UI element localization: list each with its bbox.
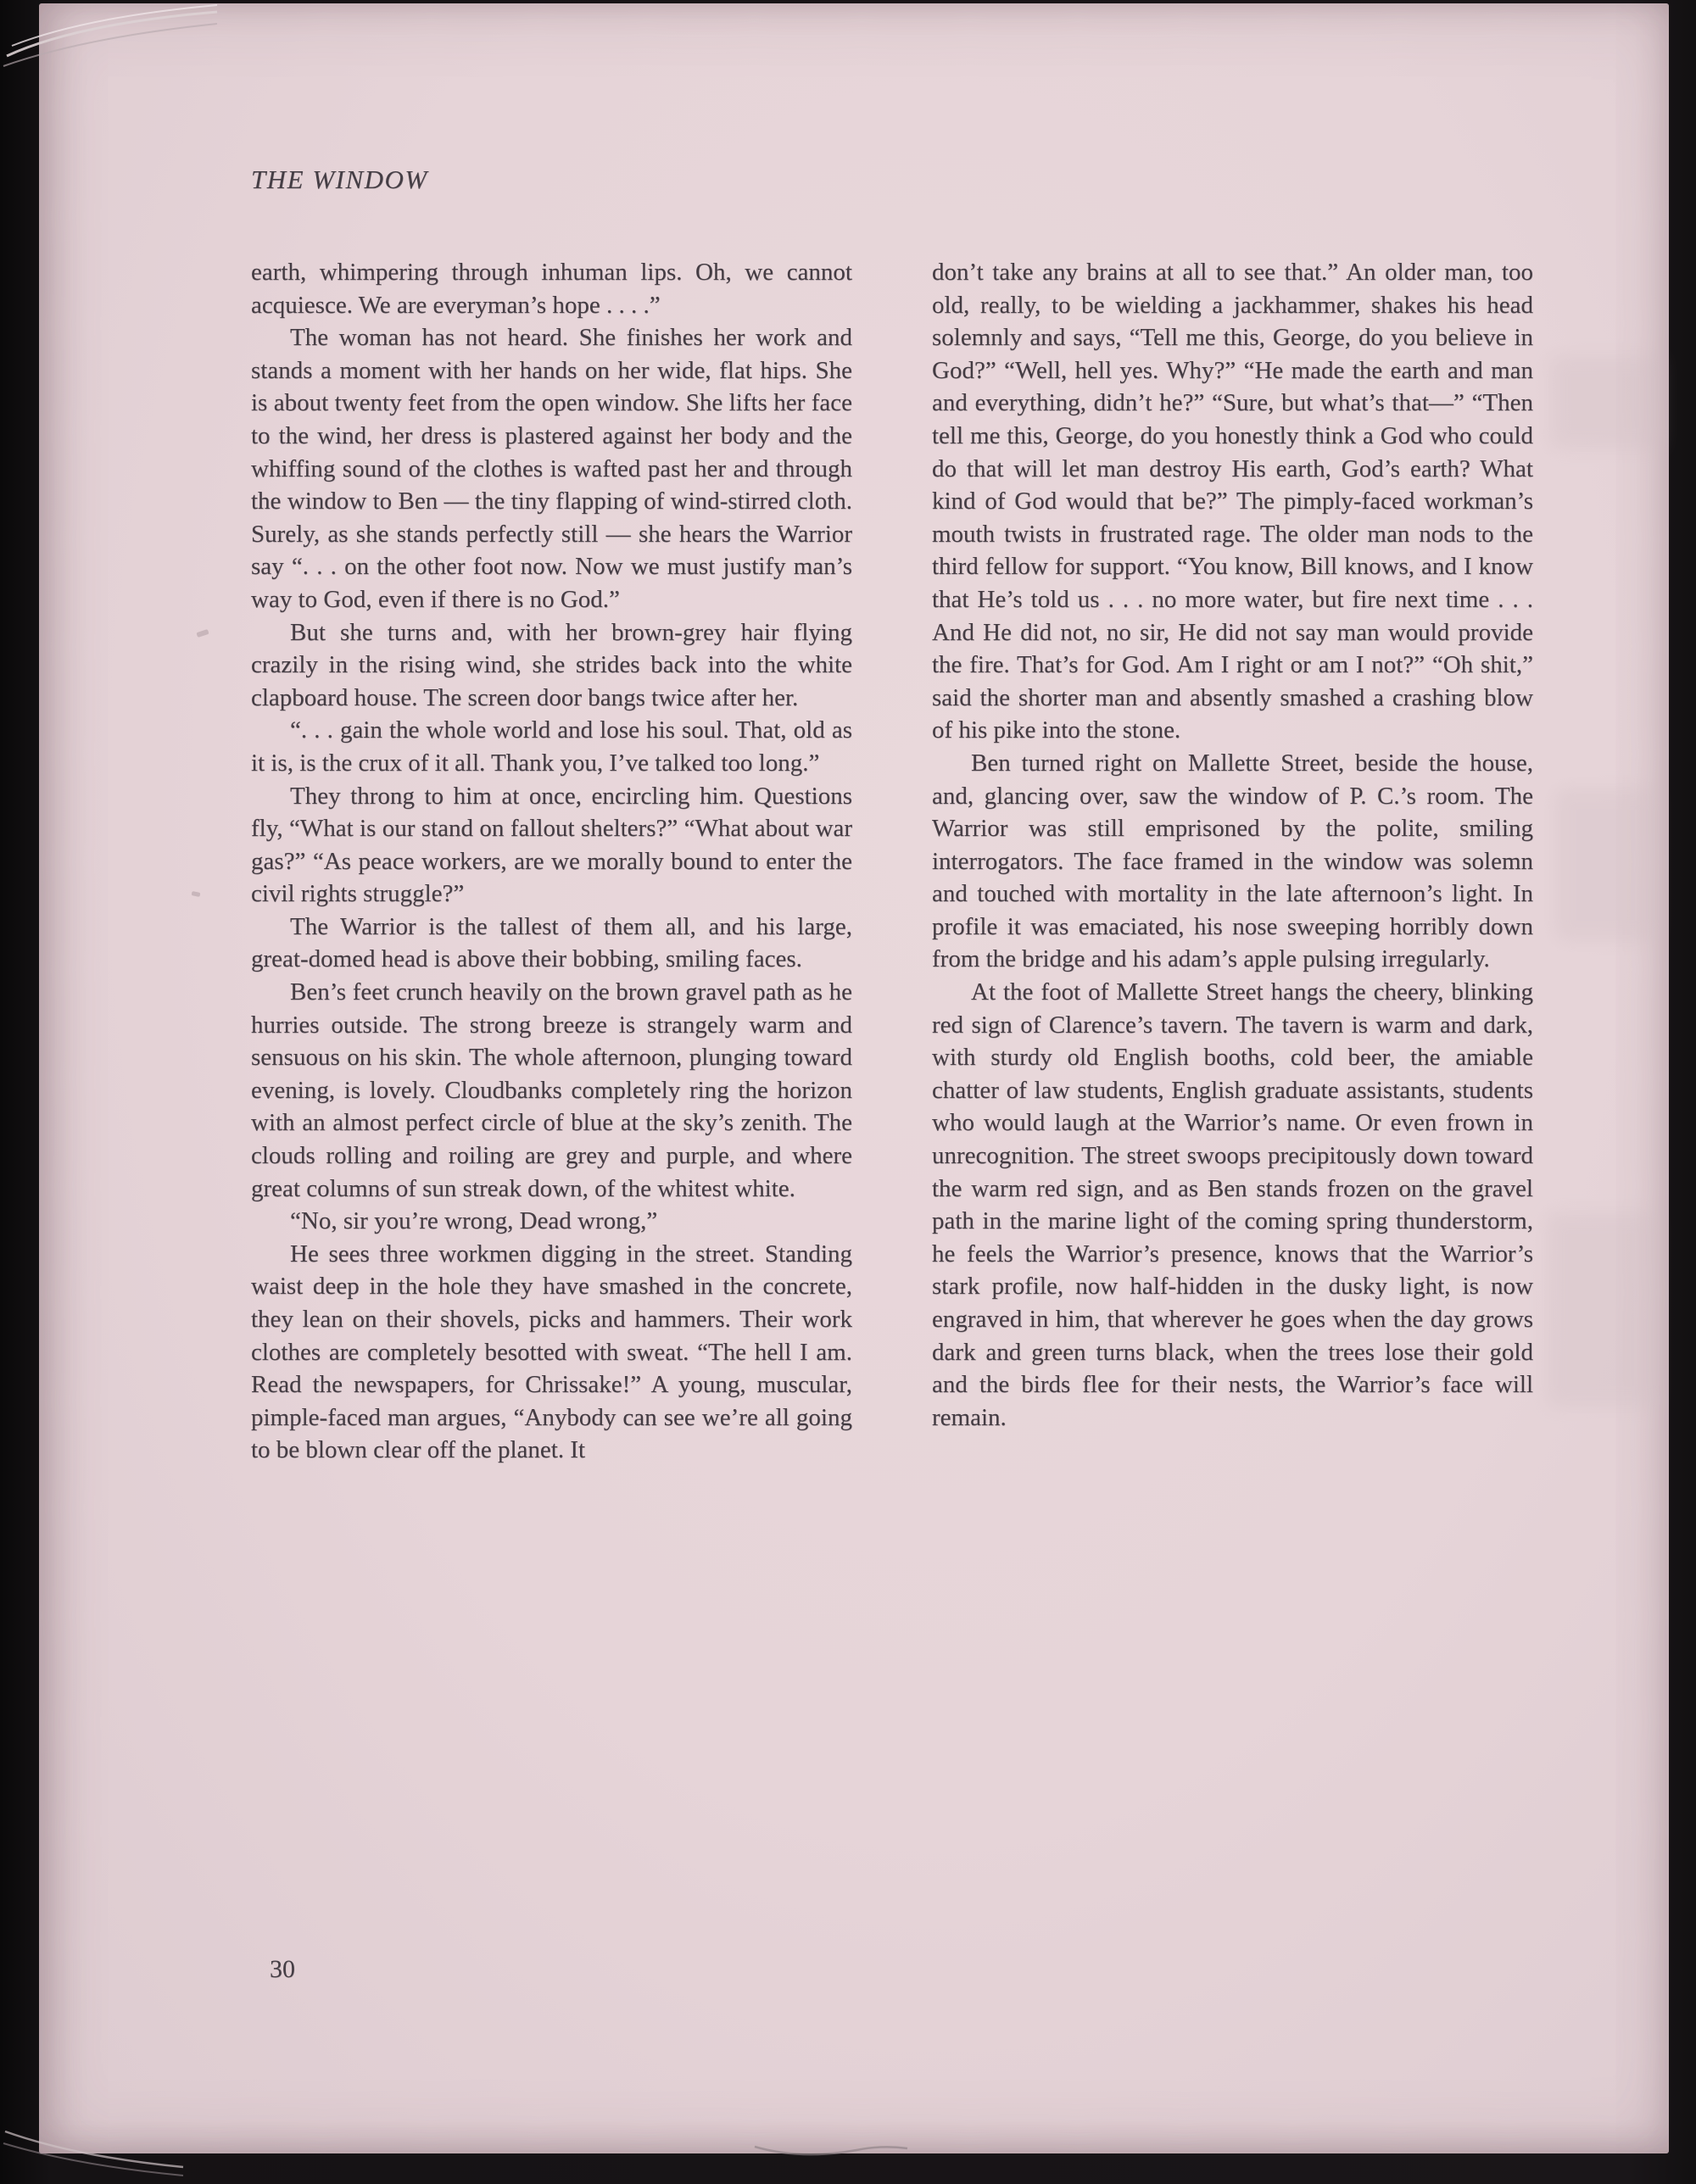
paragraph: The woman has not heard. She finishes her work and stands a moment with her hands on her wide, flat hips. She is about twenty feet from the open window. She lifts her face to the wind, her dress is plastered against her body and the whiffing sound of the clothes is wafted past her and through the window to Ben — the tiny flapping of wind-stirred cloth. Surely, as she stands perfectly still — she hears the Warrior say “. . . on the other foot now. Now we must justify man’s way to God, even if there is no God.” [251,324,852,613]
left-column [251,256,852,1467]
paragraph: earth, whimpering through inhuman lips. Oh, we cannot acquiesce. We are everyman’s hope . . . .” [251,259,852,319]
paragraph: “No, sir you’re wrong, Dead wrong,” [290,1207,658,1235]
running-head: THE WINDOW [251,164,428,194]
right-column [932,256,1533,1467]
page-number: 30 [270,1955,295,1983]
paragraph: He sees three workmen digging in the street. Standing waist deep in the hole they have smashed in the concrete, they lean on their shovels, picks and hammers. Their work clothes are completely besotted with sweat. “The hell I am. Read the newspapers, for Chrissake!” A young, muscular, pimple-faced man argues, “Anybody can see we’re all going to be blown clear off the planet. It [251,1240,852,1464]
paragraph: “. . . gain the whole world and lose his soul. That, old as it is, is the crux of it all. Thank you, I’ve talked too long.” [251,716,852,777]
paragraph: Ben turned right on Mallette Street, beside the house, and, glancing over, saw the window of P. C.’s room. The Warrior was still emprisoned by the polite, smiling interrogators. The face framed in the window was solemn and touched with mortality in the late afternoon’s light. In profile it was emaciated, his nose sweeping horribly down from the bridge and his adam’s apple pulsing irregularly. [932,749,1533,973]
paragraph: But she turns and, with her brown-grey hair flying crazily in the rising wind, she strides back into the white clapboard house. The screen door bangs twice after her. [251,618,852,711]
paragraph: They throng to him at once, encircling him. Questions fly, “What is our stand on fallout shelters?” “What about war gas?” “As peace workers, are we morally bound to enter the civil rights struggle?” [251,782,852,908]
paragraph: Ben’s feet crunch heavily on the brown gravel path as he hurries outside. The strong breeze is strangely warm and sensuous on his skin. The whole afternoon, plunging toward evening, is lovely. Cloudbanks completely ring the horizon with an almost perfect circle of blue at the sky’s zenith. The clouds rolling and roiling are grey and purple, and where great columns of sun streak down, of the whitest white. [251,978,852,1202]
paragraph: At the foot of Mallette Street hangs the cheery, blinking red sign of Clarence’s tavern. The tavern is warm and dark, with sturdy old English booths, cold beer, the amiable chatter of law students, English graduate assistants, students who would laugh at the Warrior’s name. Or even frown in unrecognition. The street swoops precipitously down toward the warm red sign, and as Ben stands frozen on the gravel path in the marine light of the coming spring thunderstorm, he feels the Warrior’s presence, knows that the Warrior’s stark profile, now half-hidden in the dusky light, is now engraved in him, that wherever he goes when the day grows dark and green turns black, when the trees lose their gold and the birds flee for their nests, the Warrior’s face will remain. [932,978,1533,1431]
paragraph: don’t take any brains at all to see that.” An older man, too old, really, to be wielding a jackhammer, shakes his head solemnly and says, “Tell me this, George, do you believe in God?” “Well, hell yes. Why?” “He made the earth and man and everything, didn’t he?” “Sure, but what’s that—” “Then tell me this, George, do you honestly think a God who could do that will let man destroy His earth, God’s earth? What kind of God would that be?” The pimply-faced workman’s mouth twists in frustrated rage. The older man nods to the third fellow for support. “You know, Bill knows, and I know that He’s told us . . . no more water, but fire next time . . . And He did not, no sir, He did not say man would provide the fire. That’s for God. Am I right or am I not?” “Oh shit,” said the shorter man and absently smashed a crashing blow of his pike into the stone. [932,259,1533,744]
paragraph: The Warrior is the tallest of them all, and his large, great-domed head is above their bobbing, smiling faces. [251,912,852,973]
text-columns [251,256,1533,1467]
